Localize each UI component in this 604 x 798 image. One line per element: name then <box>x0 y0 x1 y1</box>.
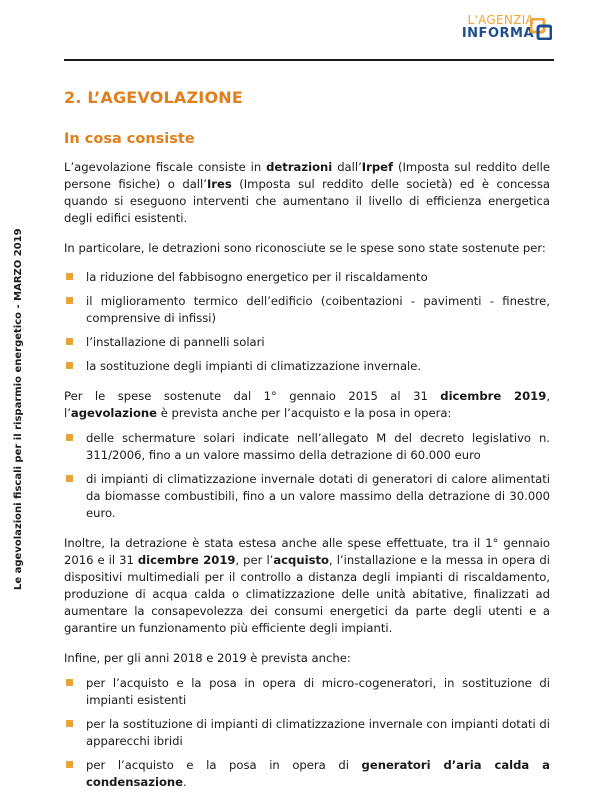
list-item: per l’acquisto e la posa in opera di generatori d’aria calda a condensazione. <box>64 757 550 791</box>
list-item: la sostituzione degli impianti di climatizzazione invernale. <box>64 358 550 375</box>
paragraph-intro: L’agevolazione fiscale consiste in detrazioni dall’Irpef (Imposta sul reddito delle persone fisiche) o dall’Ires (Imposta sul reddito delle società) ed è concessa quando si eseguono interventi che aumentano il livello di efficienza energetica degli edifici esistenti. <box>64 160 550 225</box>
section-subheading: In cosa consiste <box>64 131 195 147</box>
paragraph-2015-2019: Per le spese sostenute dal 1° gennaio 2015 al 31 dicembre 2019, l’agevolazione è prevista anche per l’acquisto e la posa in opera: <box>64 389 550 420</box>
list-item: per l’acquisto e la posa in opera di micro-cogeneratori, in sostituzione di impianti esistenti <box>64 675 550 709</box>
list-item: l’installazione di pannelli solari <box>64 334 550 351</box>
list-item: il miglioramento termico dell’edificio (coibentazioni - pavimenti - finestre, comprensive di infissi) <box>64 293 550 327</box>
list-extra-purchases <box>64 430 550 522</box>
bullet-square-icon <box>66 679 73 686</box>
list-item: la riduzione del fabbisogno energetico per il riscaldamento <box>64 269 550 286</box>
list-interventions <box>64 269 550 375</box>
side-label: Le agevolazioni fiscali per il risparmio energetico - MARZO 2019 <box>13 228 24 590</box>
paragraph-conditions: In particolare, le detrazioni sono riconosciute se le spese sono state sostenute per: <box>64 241 546 255</box>
bullet-square-icon <box>66 297 73 304</box>
document-body <box>64 88 550 798</box>
logo-text <box>462 14 534 40</box>
list-item: di impianti di climatizzazione invernale dotati di generatori di calore alimentati da biomasse combustibili, fino a un valore massimo della detrazione di 30.000 euro. <box>64 471 550 522</box>
list-2018-2019 <box>64 675 550 791</box>
bullet-square-icon <box>66 475 73 482</box>
header-divider <box>64 59 554 61</box>
section-heading: 2. L’AGEVOLAZIONE <box>64 88 243 107</box>
bullet-square-icon <box>66 273 73 280</box>
bullet-square-icon <box>66 338 73 345</box>
agenzia-informa-logo <box>442 12 552 52</box>
paragraph-2018-2019: Infine, per gli anni 2018 e 2019 è prevista anche: <box>64 651 351 665</box>
list-item: delle schermature solari indicate nell’allegato M del decreto legislativo n. 311/2006, fino a un valore massimo della detrazione di 60.000 euro <box>64 430 550 464</box>
bullet-square-icon <box>66 434 73 441</box>
bullet-square-icon <box>66 362 73 369</box>
bullet-square-icon <box>66 720 73 727</box>
logo-mark-icon <box>530 18 552 40</box>
logo-line2: INFORMA <box>461 26 534 41</box>
logo-line1: L'AGENZIA <box>467 13 534 27</box>
list-item: per la sostituzione di impianti di climatizzazione invernale con impianti dotati di apparecchi ibridi <box>64 716 550 750</box>
bullet-square-icon <box>66 761 73 768</box>
paragraph-multimedia: Inoltre, la detrazione è stata estesa anche alle spese effettuate, tra il 1° gennaio 2016 e il 31 dicembre 2019, per l’acquisto, l’installazione e la messa in opera di dispositivi multimediali per il controllo a distanza degli impianti di riscaldamento, produzione di acqua calda o climatizzazione delle unità abitative, finalizzati ad aumentare la consapevolezza dei consumi energetici da parte degli utenti e a garantire un funzionamento più efficiente degli impianti. <box>64 536 551 635</box>
